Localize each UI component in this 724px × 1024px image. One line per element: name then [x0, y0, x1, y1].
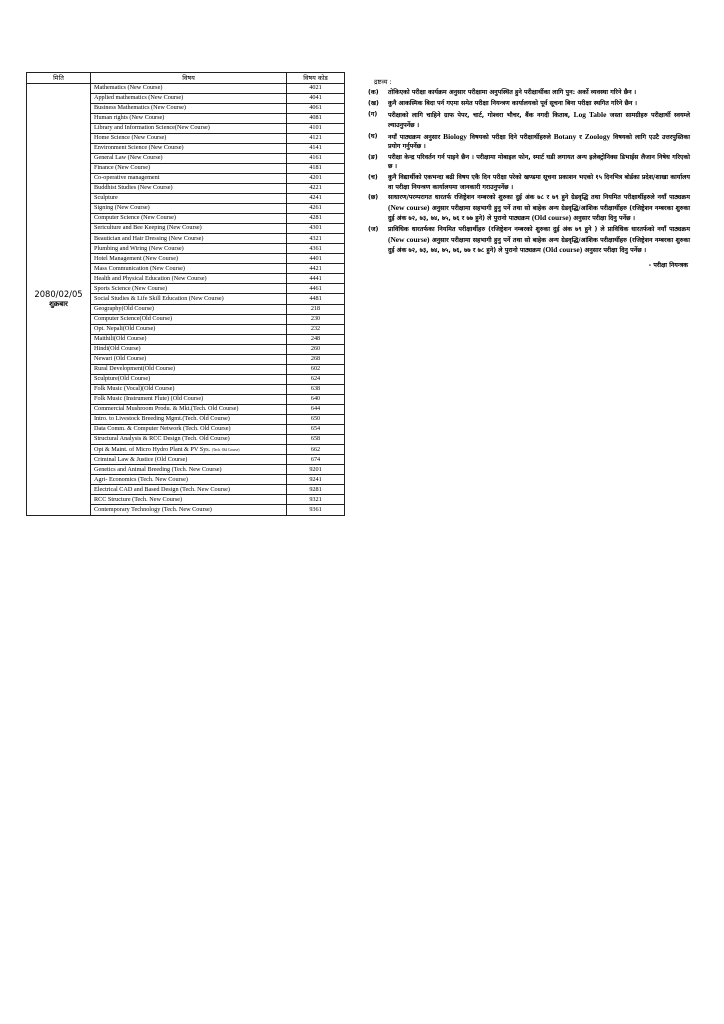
header-code: विषय कोड [287, 73, 345, 84]
subject-cell [91, 133, 287, 143]
subject-name: RCC Structure (Tech. New Course) [94, 495, 183, 503]
subject-cell [91, 224, 287, 234]
subject-name: Data Comm. & Computer Network (Tech. Old Course) [94, 425, 231, 433]
subject-code: 602 [287, 364, 345, 374]
note-item [368, 99, 690, 108]
signature: - परीक्षा नियन्त्रक [648, 262, 688, 270]
note-english-term: (Old course) [531, 213, 572, 223]
subject-code: 9361 [287, 505, 345, 515]
subject-cell [91, 163, 287, 173]
subject-name: Beautician and Hair Dressing (New Course) [94, 234, 204, 242]
note-text-part: प्राविधिक धारतर्फका नियमित परीक्षार्थीहरु (रजिष्ट्रेशन नम्बरको शुरुका दुई अंक ७९ हुने ) ले प्राविधिक धारतर्फको नयाँ पाठ्यक्रम [388, 226, 690, 234]
subject-name: Maithili(Old Course) [94, 334, 147, 342]
header-subject: विषय [91, 73, 287, 84]
notes-list [368, 88, 690, 255]
subject-name: Structural Analysis & RCC Design (Tech. Old Course) [94, 435, 230, 443]
subject-note: (Tech. Old Course) [211, 447, 240, 452]
note-text-part: अनुसार परीक्षा दिनु पर्नेछ । [582, 247, 647, 254]
header-date: मिति [27, 73, 91, 84]
subject-code: 4301 [287, 224, 345, 234]
notes-heading: द्रष्टव्य : [374, 78, 392, 86]
subject-name: Opt & Maint. of Micro Hydro Plant & PV Sys. [94, 445, 211, 453]
note-text [388, 225, 690, 255]
subject-name: Agri- Economics (Tech. New Course) [94, 475, 188, 483]
subject-cell [91, 394, 287, 404]
subject-code: 4061 [287, 103, 345, 113]
subject-cell [91, 495, 287, 505]
note-text-part: साधारण/परम्परागत धारतर्फ रजिष्ट्रेशन नम्बरको शुरुका दुई अंक ७८ र ७९ हुने ग्रेडवृद्धि तथा नियमित परीक्षार्थीहरुले नयाँ पाठ्यक्रम [388, 194, 690, 202]
note-text [388, 88, 690, 97]
note-text-part: नयाँ पाठ्यक्रम अनुसार [388, 133, 444, 141]
subject-cell [91, 244, 287, 254]
subject-name: Criminal Law & Justice (Old Course) [94, 455, 188, 463]
subject-name: Co-operative management [94, 174, 160, 182]
subject-name: Finance (New Course) [94, 164, 151, 172]
subject-cell [91, 354, 287, 364]
note-text [388, 153, 690, 172]
subject-cell [91, 284, 287, 294]
subject-name: Rural Development(Old Course) [94, 365, 176, 373]
subject-name: Applied mathematics (New Course) [94, 93, 184, 101]
note-item [368, 193, 690, 223]
note-english-term: Biology [443, 131, 467, 141]
subject-code: 4441 [287, 274, 345, 284]
subject-cell [91, 274, 287, 284]
exam-weekday: शुक्रबार [49, 300, 68, 308]
subject-name: Human rights (New Course) [94, 113, 165, 121]
subject-code: 4241 [287, 194, 345, 204]
note-text-part: तोकिएको परीक्षा कार्यक्रम अनुसार परीक्षामा अनुपस्थित हुने परीक्षार्थीका लागि पुन: अर्को व्यवस्था गरिने छैन । [388, 89, 637, 97]
subject-cell [91, 435, 287, 445]
note-text [388, 173, 690, 192]
note-english-term: Zoology [584, 131, 611, 141]
note-english-term: (New course) [388, 234, 430, 244]
subject-code: 638 [287, 384, 345, 394]
subject-cell [91, 425, 287, 435]
subject-cell [91, 113, 287, 123]
subject-code: 4361 [287, 244, 345, 254]
subject-cell [91, 264, 287, 274]
subject-name: Home Science (New Course) [94, 134, 167, 142]
subject-code: 650 [287, 415, 345, 425]
subject-code: 658 [287, 435, 345, 445]
subject-name: Buddhist Studies (New Course) [94, 184, 173, 192]
subject-cell [91, 294, 287, 304]
subject-code: 9241 [287, 475, 345, 485]
note-text-part: र [576, 133, 585, 141]
note-marker: (ङ) [368, 153, 378, 161]
subject-name: Intro. to Livestock Breeding Mgmt.(Tech. Old Course) [94, 415, 230, 423]
exam-date: 2080/02/05 [34, 289, 83, 299]
note-text-part: विषयको परीक्षा दिने परीक्षार्थीहरुले [467, 133, 554, 141]
note-marker: (ग) [368, 111, 378, 119]
subject-name: Sculpture [94, 194, 118, 202]
subject-name: Genetics and Animal Breeding (Tech. New Course) [94, 465, 222, 473]
subject-cell [91, 374, 287, 384]
subject-code: 4281 [287, 214, 345, 224]
subject-cell [91, 254, 287, 264]
note-text-part: जस्ता सामग्रीहरु परीक्षार्थी स्वयम्ले ल्याउनुपर्नेछ । [388, 112, 690, 129]
note-text [388, 110, 690, 130]
note-marker: (छ) [368, 194, 379, 202]
note-text-part: कुनै आकस्मिक बिदा पर्न गएमा समेत परीक्षा नियन्त्रण कार्यालयको पूर्व सूचना बिना परीक्षा स्थगित गरिने छैन । [388, 100, 637, 108]
note-english-term: (New course) [388, 202, 430, 212]
note-item [368, 88, 690, 97]
subject-cell [91, 485, 287, 495]
note-text-part: अनुसार परीक्षा दिनु पर्नेछ । [571, 215, 636, 223]
note-text-part: अनुसार परीक्षामा सहभागी हुनु पर्ने तथा सो बाहेक अन्य ग्रेडवृद्धि/आंशिक परीक्षार्थीहरु (रजिष्ट्रेशन नम्बरका शुरुका दुई अंक ७२, ७३, ७४, ७५, ७६, ७७ र ७८ हुने) ले पुरानो पाठ्यक्रम [388, 236, 690, 254]
subject-cell [91, 83, 287, 93]
subject-code: 4101 [287, 123, 345, 133]
subject-name: Hotel Management (New Course) [94, 254, 179, 262]
subject-cell [91, 314, 287, 324]
subject-cell [91, 183, 287, 193]
note-marker: (क) [368, 89, 379, 97]
subject-name: Folk Music (Vocal)(Old Course) [94, 385, 175, 393]
note-text-part: कुनै विद्यार्थीको एकभन्दा बढी विषय एकै दिन परीक्षा परेको खण्डमा सूचना प्रकाशन भएको १५ दिनभित्र बोर्डका प्रदेश/शाखा कार्यालय वा परीक्षा नियन्त्रण कार्यालयमा जानकारी गराउनुपर्नेछ । [388, 174, 690, 191]
subject-name: Mass Communication (New Course) [94, 264, 185, 272]
subject-name: Sports Science (New Course) [94, 284, 168, 292]
subject-code: 640 [287, 394, 345, 404]
subject-name: Commercial Mushroom Produ. & Mkt.(Tech. Old Course) [94, 405, 239, 413]
subject-name: Contemporary Technology (Tech. New Course) [94, 505, 212, 513]
subject-code: 248 [287, 334, 345, 344]
subject-name: Geography(Old Course) [94, 304, 154, 312]
subject-cell [91, 505, 287, 515]
note-text-part: विषयको लागि एउटै उत्तरपुस्तिका प्रयोग गर्नुपर्नेछ । [388, 133, 690, 150]
subject-cell [91, 364, 287, 374]
note-text [388, 132, 690, 152]
subject-cell [91, 93, 287, 103]
subject-cell [91, 324, 287, 334]
subject-cell [91, 475, 287, 485]
subject-cell [91, 153, 287, 163]
subject-code: 674 [287, 455, 345, 465]
subject-code: 4021 [287, 83, 345, 93]
notes-section [368, 78, 690, 271]
subject-name: Sericulture and Bee Keeping (New Course) [94, 224, 202, 232]
subject-code: 4041 [287, 93, 345, 103]
subject-code: 4321 [287, 234, 345, 244]
note-item [368, 173, 690, 192]
subject-cell [91, 204, 287, 214]
subject-code: 4461 [287, 284, 345, 294]
subject-cell [91, 194, 287, 204]
subject-name: Opt. Nepali(Old Course) [94, 324, 156, 332]
subject-cell [91, 234, 287, 244]
subject-code: 624 [287, 374, 345, 384]
subject-code: 4221 [287, 183, 345, 193]
note-english-term: (Old course) [542, 245, 583, 254]
note-text [388, 193, 690, 223]
subject-name: Electrical CAD and Based Design (Tech. New Course) [94, 485, 230, 493]
subject-name: Mathematics (New Course) [94, 83, 163, 91]
subject-name: Social Studies & Life Skill Education (New Course) [94, 294, 224, 302]
subject-code: 260 [287, 344, 345, 354]
subject-code: 4261 [287, 204, 345, 214]
subject-code: 9201 [287, 465, 345, 475]
subject-cell [91, 143, 287, 153]
subject-code: 4401 [287, 254, 345, 264]
exam-date-cell [27, 83, 91, 515]
subject-cell [91, 344, 287, 354]
subject-name: Health and Physical Education (New Course) [94, 274, 207, 282]
subject-cell [91, 415, 287, 425]
subject-cell [91, 214, 287, 224]
note-english-term: Log Table [573, 110, 607, 120]
subject-code: 4121 [287, 133, 345, 143]
subject-cell [91, 465, 287, 475]
table-row [27, 83, 345, 93]
subject-name: Computer Science (New Course) [94, 214, 176, 222]
subject-cell [91, 334, 287, 344]
note-item [368, 132, 690, 152]
subject-code: 4181 [287, 163, 345, 173]
note-text [388, 99, 690, 108]
subject-code: 654 [287, 425, 345, 435]
subject-code: 218 [287, 304, 345, 314]
note-text-part: अनुसार परीक्षामा सहभागी हुनु पर्ने तथा सो बाहेक अन्य ग्रेडवृद्धि/आंशिक परीक्षार्थीहरु (रजिष्ट्रेशन नम्बरका शुरुका दुई अंक ७२, ७३, ७४, ७५, ७६ र ७७ हुने) ले पुरानो पाठ्यक्रम [388, 204, 690, 223]
subject-name: Newari (Old Course) [94, 355, 147, 363]
subject-cell [91, 123, 287, 133]
note-text-part: परीक्षाको लागि चाहिने ग्राफ पेपर, चार्ट, गोश्वरा भौचर, बैंक नगदी किताब, [388, 112, 574, 120]
subject-code: 232 [287, 324, 345, 334]
subject-code: 4421 [287, 264, 345, 274]
note-item [368, 153, 690, 172]
subject-name: Signing (New Course) [94, 204, 150, 212]
subject-code: 4161 [287, 153, 345, 163]
subject-cell [91, 173, 287, 183]
note-marker: (च) [368, 174, 378, 182]
exam-schedule-table [26, 72, 345, 516]
subject-name: Plumbing and Wiring (New Course) [94, 244, 184, 252]
note-marker: (घ) [368, 132, 378, 140]
table-header-row [27, 73, 345, 84]
subject-code: 4141 [287, 143, 345, 153]
note-english-term: Botany [553, 131, 577, 141]
subject-code: 9281 [287, 485, 345, 495]
note-text-part: परीक्षा केन्द्र परिवर्तन गर्न पाइने छैन । परीक्षामा मोबाइल फोन, स्मार्ट घडी लगायत अन्य इलेक्ट्रोनिक्स डिभाईस लैजान निषेध गरिएको छ । [388, 153, 690, 171]
subject-cell [91, 455, 287, 465]
subject-cell [91, 304, 287, 314]
note-marker: (ज) [368, 226, 379, 234]
subject-name: Hindi(Old Course) [94, 345, 141, 353]
subject-name: Folk Music (Instrument Flute) (Old Course) [94, 395, 204, 403]
subject-code: 9321 [287, 495, 345, 505]
subject-code: 230 [287, 314, 345, 324]
note-item [368, 110, 690, 130]
subject-name: General Law (New Course) [94, 154, 163, 162]
subject-cell [91, 103, 287, 113]
note-marker: (ख) [368, 100, 379, 108]
subject-cell [91, 384, 287, 394]
subject-name: Environment Science (New Course) [94, 144, 184, 152]
subject-code: 4081 [287, 113, 345, 123]
subject-code: 4201 [287, 173, 345, 183]
subject-name: Library and Information Science(New Course) [94, 124, 210, 131]
subject-name: Sculpture(Old Course) [94, 375, 151, 383]
subject-name: Business Mathematics (New Course) [94, 103, 186, 111]
subject-code: 662 [287, 445, 345, 455]
subject-code: 644 [287, 405, 345, 415]
subject-name: Computer Science(Old Course) [94, 314, 173, 322]
subject-cell [91, 405, 287, 415]
subject-code: 268 [287, 354, 345, 364]
subject-cell [91, 445, 287, 455]
subject-code: 4481 [287, 294, 345, 304]
note-item [368, 225, 690, 255]
